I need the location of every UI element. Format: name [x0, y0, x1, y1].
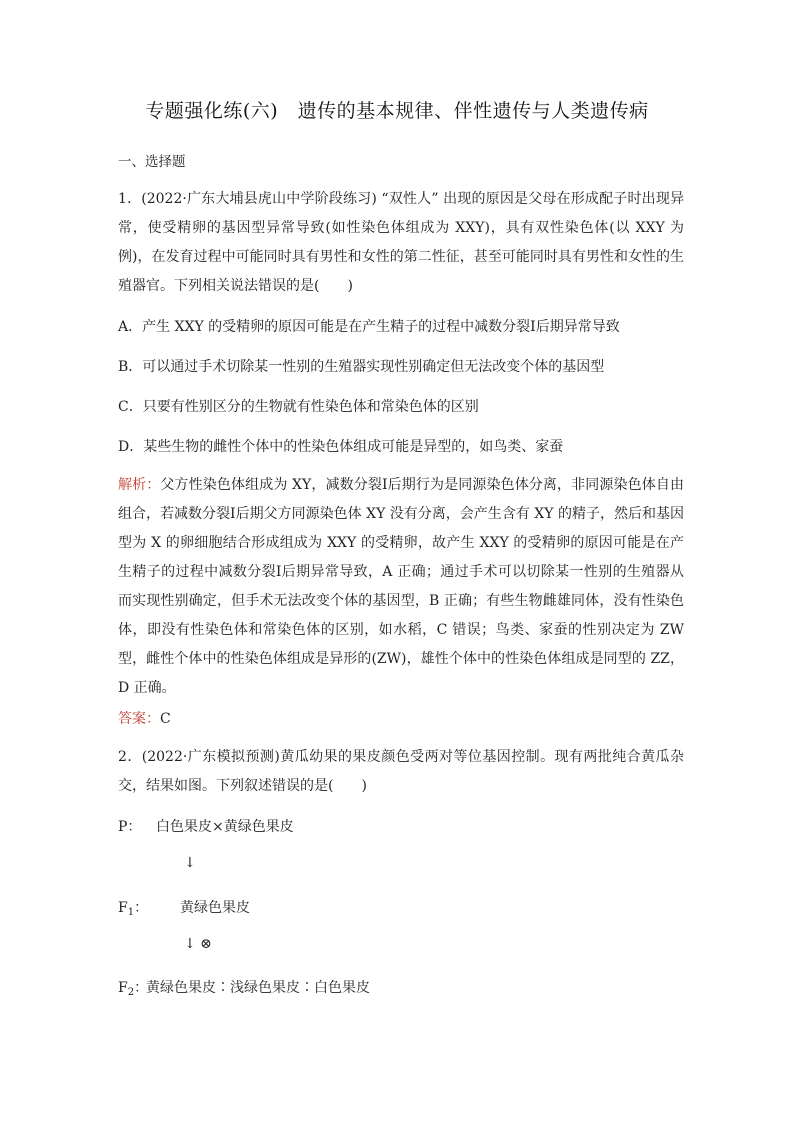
question-1-option-d: D．某些生物的雌性个体中的性染色体组成可能是异型的，如鸟类、家蚕 — [118, 439, 564, 455]
cross-f1-value: 黄绿色果皮 — [180, 900, 250, 916]
section-heading: 一、选择题 — [118, 154, 186, 170]
page-title: 专题强化练(六) 遗传的基本规律、伴性遗传与人类遗传病 — [145, 100, 649, 122]
answer-label: 答案 — [118, 711, 146, 727]
analysis-label: 解析 — [118, 477, 147, 493]
cross-arrow-self: ↓ ⊗ — [184, 936, 212, 952]
cross-f2-label: $F_2$： — [118, 980, 149, 998]
cross-f2-value: 黄绿色果皮∶浅绿色果皮∶白色果皮 — [146, 980, 370, 996]
answer-value: C — [160, 711, 171, 727]
cross-p-label: P： — [118, 819, 142, 835]
cross-f1-label: $F_1$： — [118, 900, 149, 918]
question-1-option-b: B．可以通过手术切除某一性别的生殖器实现性别确定但无法改变个体的基因型 — [118, 359, 605, 375]
cross-p-value: 白色果皮×黄绿色果皮 — [156, 819, 294, 835]
analysis-text: 父方性染色体组成为 XY，减数分裂Ⅰ后期行为是同源染色体分离，非同源染色体自由组合，若减数分裂Ⅰ后期父方同源染色体 XY 没有分离，会产生含有 XY 的精子，然后和基因型为 X 的卵细胞结合形成组成为 XXY 的受精卵，故产生 XXY 的受精卵的原因可能是在产生精子的过程中减数分裂Ⅰ后期异常导致，A 正确；通过手术可以切除某一性别的生殖器从而实现性别确定，但手术无法改变个体的基因型，B 正确；有些生物雌雄同体，没有性染色体，即没有性染色体和常染色体的区别，如水稻，C 错误；鸟类、家蚕的性别决定为 ZW 型，雌性个体中的性染色体组成是异形的(ZW)，雄性个体中的性染色体组成是同型的 ZZ，D 正确。 — [118, 477, 685, 696]
question-1-answer: 答案：C — [118, 711, 171, 727]
cross-arrow-1: ↓ — [184, 855, 196, 871]
question-2-stem: 2．(2022·广东模拟预测)黄瓜幼果的果皮颜色受两对等位基因控制。现有两批纯合黄瓜杂交，结果如图。下列叙述错误的是( ) — [118, 749, 684, 794]
question-1-stem: 1．(2022·广东大埔县虎山中学阶段练习) “双性人” 出现的原因是父母在形成配子时出现异常，使受精卵的基因型异常导致(如性染色体组成为 XXY)，具有双性染色体(以 XXY 为例)，在发育过程中可能同时具有男性和女性的第二性征，甚至可能同时具有男性和女性的生殖器官。下列相关说法错误的是( ) — [118, 191, 684, 294]
question-1-option-c: C．只要有性别区分的生物就有性染色体和常染色体的区别 — [118, 399, 479, 415]
question-1-analysis: 解析：父方性染色体组成为 XY，减数分裂Ⅰ后期行为是同源染色体分离，非同源染色体自由组合，若减数分裂Ⅰ后期父方同源染色体 XY 没有分离，会产生含有 XY 的精子，然后和基因型为 X 的卵细胞结合形成组成为 XXY 的受精卵，故产生 XXY 的受精卵的原因可能是在产生精子的过程中减数分裂Ⅰ后期异常导致，A 正确；通过手术可以切除某一性别的生殖器从而实现性别确定，但手术无法改变个体的基因型，B 正确；有些生物雌雄同体，没有性染色体，即没有性染色体和常染色体的区别，如水稻，C 错误；鸟类、家蚕的性别决定为 ZW 型，雌性个体中的性染色体组成是异形的(ZW)，雄性个体中的性染色体组成是同型的 ZZ，D 正确。 — [118, 477, 685, 696]
question-1-option-a: A．产生 XXY 的受精卵的原因可能是在产生精子的过程中减数分裂Ⅰ后期异常导致 — [118, 319, 620, 335]
